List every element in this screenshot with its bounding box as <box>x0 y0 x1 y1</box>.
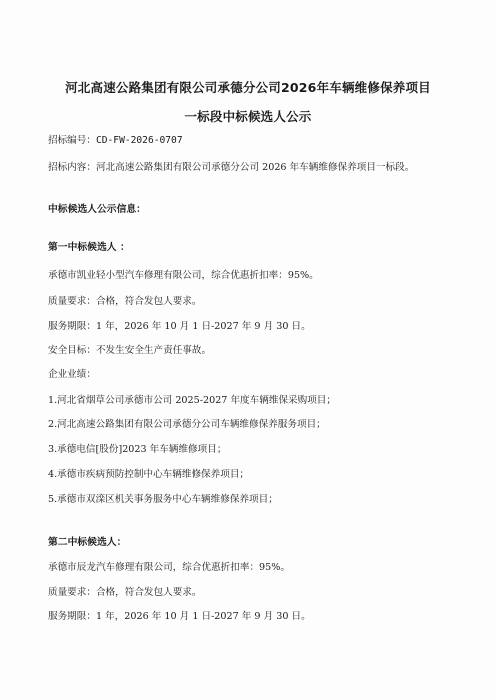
candidate-1-performance-label: 企业业绩： <box>48 369 96 380</box>
candidate-2-quality: 质量要求：合格，符合发包人要求。 <box>48 587 202 598</box>
tender-number <box>48 136 183 146</box>
document-title-line-2: 一标段中标候选人公示 <box>184 109 312 124</box>
tender-number-value: CD-FW-2026-0707 <box>95 135 183 146</box>
tender-content: 招标内容：河北高速公路集团有限公司承德分公司 2026 年车辆维修保养项目一标段。 <box>48 162 415 173</box>
performance-item: 2.河北高速公路集团有限公司承德分公司车辆维修保养服务项目； <box>48 419 326 430</box>
candidate-1-safety: 安全目标：不发生安全生产责任事故。 <box>48 345 212 356</box>
tender-number-label: 招标编号： <box>48 135 96 146</box>
candidate-1-heading: 第一中标候选人 ： <box>48 242 130 253</box>
section-heading: 中标候选人公示信息： <box>48 204 146 215</box>
candidate-1-quality: 质量要求：合格，符合发包人要求。 <box>48 296 202 307</box>
candidate-1-service-period: 服务期限：1 年，2026 年 10 月 1 日-2027 年 9 月 30 日。 <box>48 321 311 332</box>
performance-item: 4.承德市疾病预防控制中心车辆维修保养项目； <box>48 469 250 480</box>
performance-item: 3.承德电信[股份]2023 年车辆维修项目； <box>48 444 227 455</box>
performance-item: 5.承德市双滦区机关事务服务中心车辆维修保养项目； <box>48 494 278 505</box>
candidate-2-heading: 第二中标候选人： <box>48 537 127 548</box>
performance-item: 1.河北省烟草公司承德市公司 2025-2027 年度车辆维保采购项目； <box>48 395 336 406</box>
candidate-2-company: 承德市辰龙汽车修理有限公司，综合优惠折扣率：95%。 <box>48 562 290 573</box>
document-title-line-1: 河北高速公路集团有限公司承德分公司2026年车辆维修保养项目 <box>65 80 431 95</box>
candidate-2-service-period: 服务期限：1 年，2026 年 10 月 1 日-2027 年 9 月 30 日。 <box>48 611 311 622</box>
candidate-1-company: 承德市凯业轻小型汽车修理有限公司，综合优惠折扣率：95%。 <box>48 270 319 281</box>
